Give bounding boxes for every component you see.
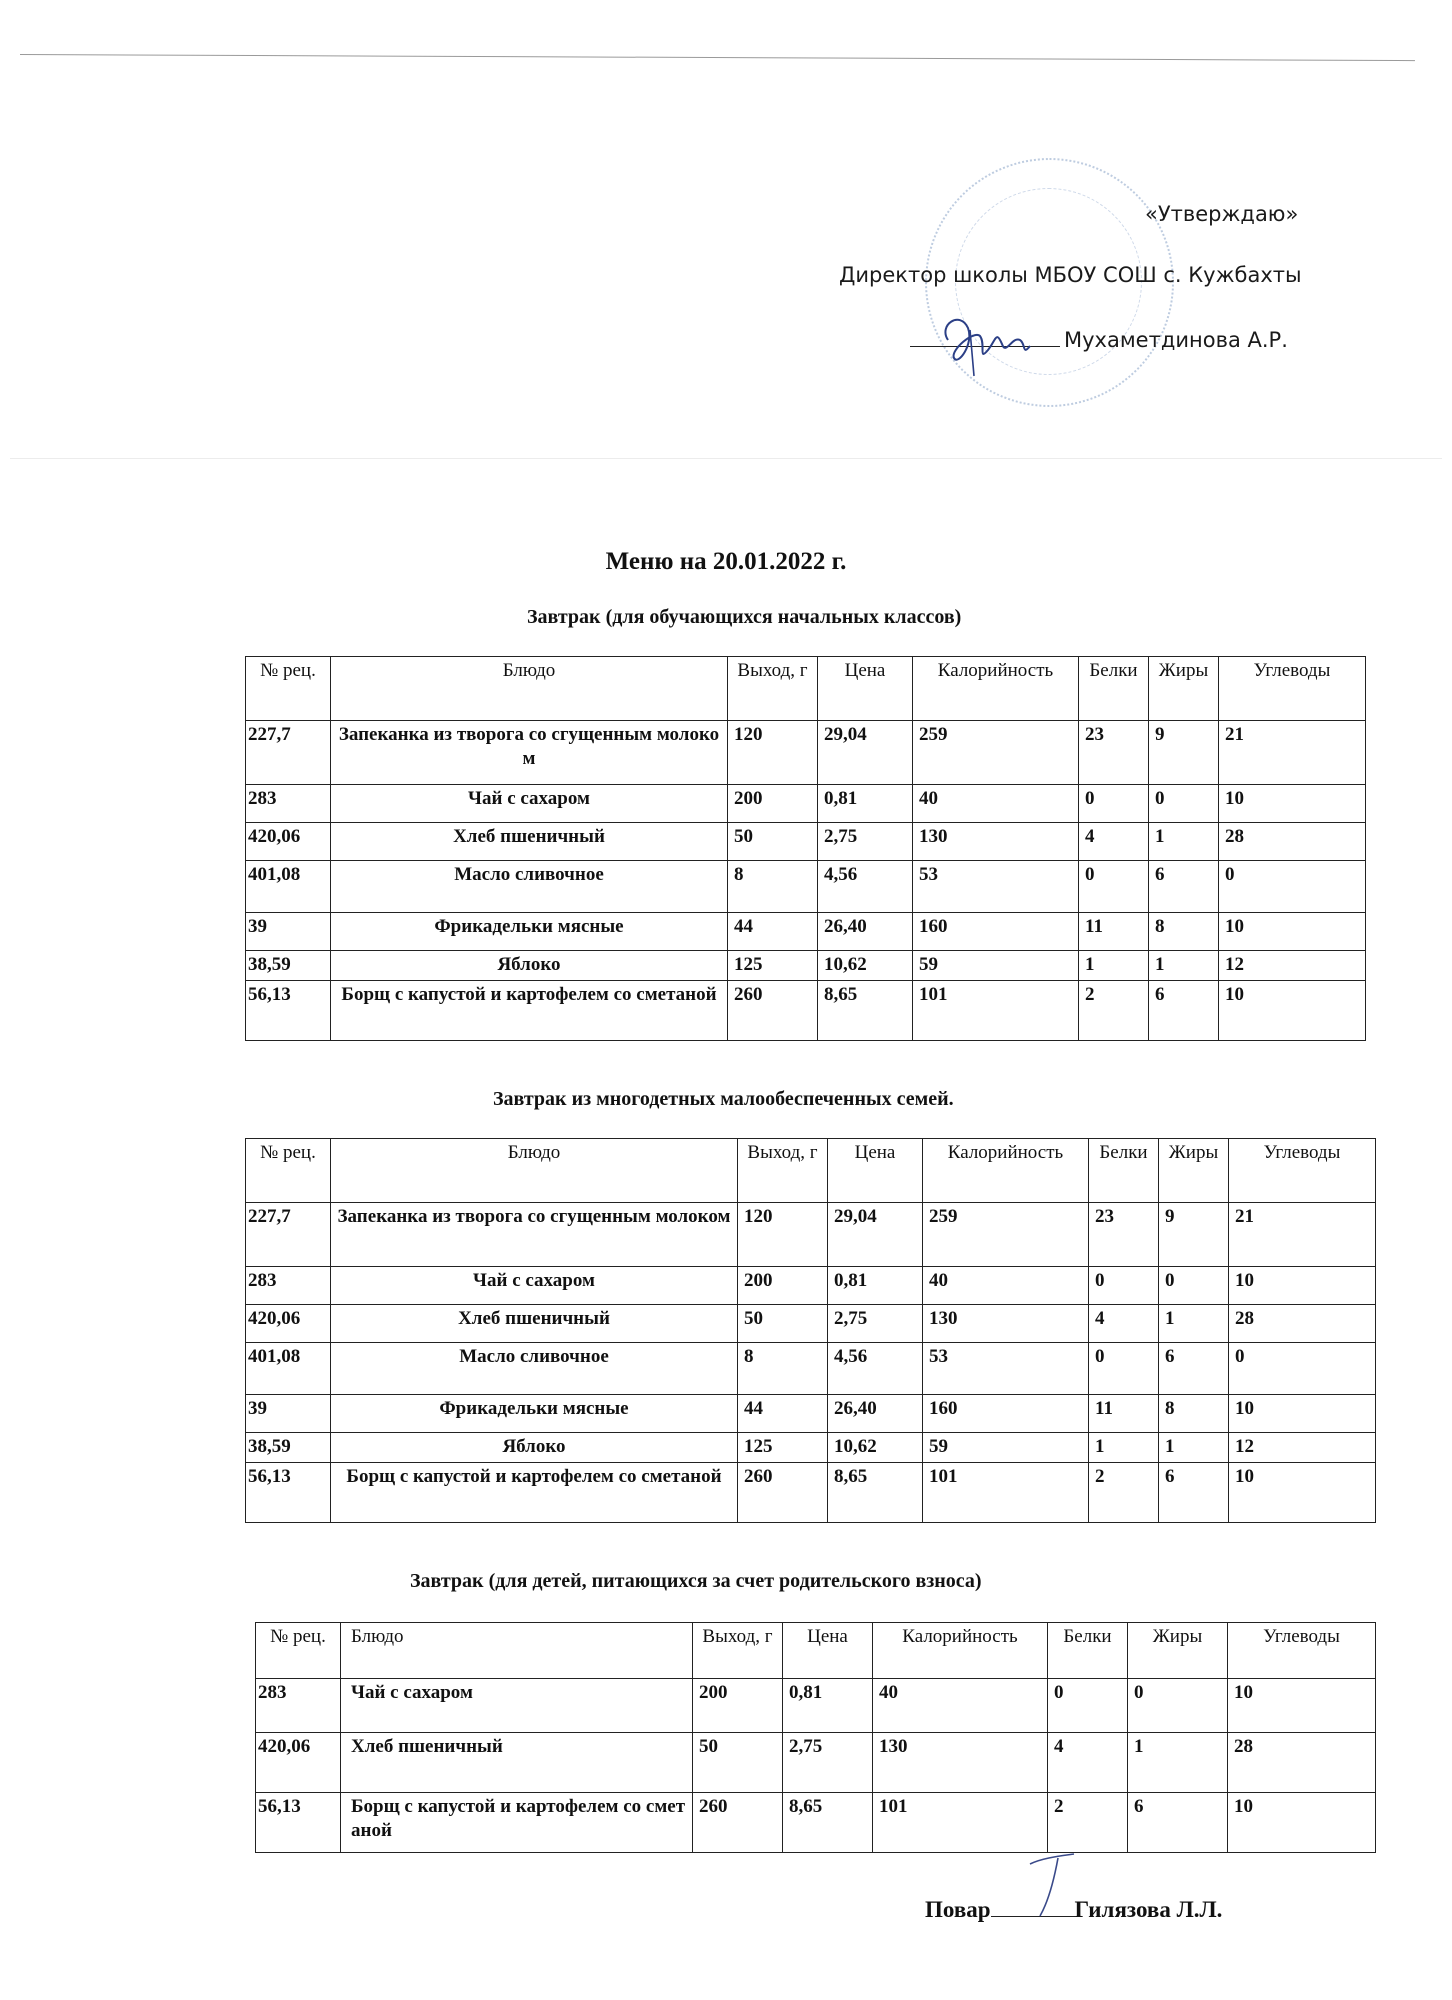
- value-cell: 53: [913, 861, 1079, 913]
- table-row: [246, 1343, 1376, 1395]
- value-cell: 101: [923, 1463, 1089, 1523]
- value-cell: 200: [693, 1679, 783, 1733]
- value-cell: 2: [1089, 1463, 1159, 1523]
- recipe-number-cell: 283: [246, 785, 331, 823]
- recipe-number-cell: 39: [246, 1395, 331, 1433]
- value-cell: 2: [1079, 981, 1149, 1041]
- value-cell: 44: [728, 913, 818, 951]
- value-cell: 8: [738, 1343, 828, 1395]
- value-cell: 21: [1229, 1203, 1376, 1267]
- value-cell: 28: [1229, 1305, 1376, 1343]
- column-header: Блюдо: [331, 1139, 738, 1203]
- value-cell: 130: [923, 1305, 1089, 1343]
- cook-name: Гилязова Л.Л.: [1074, 1897, 1223, 1922]
- table-row: [246, 1267, 1376, 1305]
- value-cell: 40: [913, 785, 1079, 823]
- dish-cell: Фрикадельки мясные: [331, 1395, 738, 1433]
- value-cell: 4: [1089, 1305, 1159, 1343]
- value-cell: 8,65: [828, 1463, 923, 1523]
- table-row: [246, 785, 1366, 823]
- value-cell: 1: [1149, 823, 1219, 861]
- dish-cell: Яблоко: [331, 951, 728, 981]
- column-header: Цена: [818, 657, 913, 721]
- value-cell: 10,62: [818, 951, 913, 981]
- value-cell: 50: [738, 1305, 828, 1343]
- table-row: [246, 1463, 1376, 1523]
- value-cell: 10: [1219, 785, 1366, 823]
- value-cell: 1: [1149, 951, 1219, 981]
- dish-cell: Чай с сахаром: [341, 1679, 693, 1733]
- table-row: [256, 1733, 1376, 1793]
- value-cell: 200: [728, 785, 818, 823]
- value-cell: 101: [913, 981, 1079, 1041]
- value-cell: 8: [1159, 1395, 1229, 1433]
- value-cell: 4,56: [818, 861, 913, 913]
- value-cell: 1: [1159, 1433, 1229, 1463]
- value-cell: 9: [1149, 721, 1219, 785]
- recipe-number-cell: 227,7: [246, 721, 331, 785]
- value-cell: 12: [1229, 1433, 1376, 1463]
- value-cell: 259: [913, 721, 1079, 785]
- value-cell: 11: [1079, 913, 1149, 951]
- value-cell: 120: [738, 1203, 828, 1267]
- value-cell: 29,04: [828, 1203, 923, 1267]
- director-signature: [930, 300, 1050, 380]
- value-cell: 10: [1219, 981, 1366, 1041]
- dish-cell: Борщ с капустой и картофелем со сметаной: [331, 981, 728, 1041]
- dish-cell: Запеканка из творога со сгущенным молоком: [331, 1203, 738, 1267]
- value-cell: 125: [738, 1433, 828, 1463]
- value-cell: 6: [1159, 1343, 1229, 1395]
- value-cell: 4,56: [828, 1343, 923, 1395]
- value-cell: 0: [1048, 1679, 1128, 1733]
- value-cell: 23: [1079, 721, 1149, 785]
- value-cell: 0,81: [783, 1679, 873, 1733]
- table-row: [246, 913, 1366, 951]
- table-header-row: [246, 657, 1366, 721]
- menu-title: Меню на 20.01.2022 г.: [605, 548, 847, 575]
- dish-cell: Масло сливочное: [331, 1343, 738, 1395]
- value-cell: 26,40: [818, 913, 913, 951]
- table-row: [256, 1793, 1376, 1853]
- value-cell: 0: [1079, 785, 1149, 823]
- menu-table-parental-fee: [255, 1622, 1376, 1853]
- table-row: [246, 1395, 1376, 1433]
- value-cell: 8,65: [818, 981, 913, 1041]
- recipe-number-cell: 56,13: [246, 981, 331, 1041]
- dish-cell: Хлеб пшеничный: [331, 1305, 738, 1343]
- value-cell: 0,81: [818, 785, 913, 823]
- value-cell: 1: [1128, 1733, 1228, 1793]
- dish-cell: Фрикадельки мясные: [331, 913, 728, 951]
- recipe-number-cell: 227,7: [246, 1203, 331, 1267]
- dish-cell: Масло сливочное: [331, 861, 728, 913]
- value-cell: 101: [873, 1793, 1048, 1853]
- value-cell: 200: [738, 1267, 828, 1305]
- value-cell: 2,75: [818, 823, 913, 861]
- scan-edge: [10, 458, 1442, 459]
- value-cell: 59: [923, 1433, 1089, 1463]
- column-header: Углеводы: [1219, 657, 1366, 721]
- value-cell: 6: [1159, 1463, 1229, 1523]
- column-header: Белки: [1079, 657, 1149, 721]
- table-row: [246, 1305, 1376, 1343]
- dish-cell: Борщ с капустой и картофелем со сметаной: [341, 1793, 693, 1853]
- column-header: № рец.: [246, 1139, 331, 1203]
- value-cell: 12: [1219, 951, 1366, 981]
- value-cell: 160: [923, 1395, 1089, 1433]
- value-cell: 0: [1219, 861, 1366, 913]
- column-header: Калорийность: [913, 657, 1079, 721]
- table-row: [246, 1433, 1376, 1463]
- value-cell: 2,75: [783, 1733, 873, 1793]
- column-header: Выход, г: [693, 1623, 783, 1679]
- column-header: Выход, г: [728, 657, 818, 721]
- recipe-number-cell: 38,59: [246, 951, 331, 981]
- value-cell: 10: [1229, 1463, 1376, 1523]
- recipe-number-cell: 420,06: [256, 1733, 341, 1793]
- recipe-number-cell: 283: [256, 1679, 341, 1733]
- table-row: [256, 1679, 1376, 1733]
- value-cell: 29,04: [818, 721, 913, 785]
- value-cell: 6: [1149, 981, 1219, 1041]
- dish-cell: Борщ с капустой и картофелем со сметаной: [331, 1463, 738, 1523]
- recipe-number-cell: 420,06: [246, 1305, 331, 1343]
- value-cell: 59: [913, 951, 1079, 981]
- value-cell: 260: [738, 1463, 828, 1523]
- value-cell: 1: [1089, 1433, 1159, 1463]
- column-header: № рец.: [256, 1623, 341, 1679]
- column-header: Цена: [783, 1623, 873, 1679]
- column-header: Цена: [828, 1139, 923, 1203]
- value-cell: 0: [1149, 785, 1219, 823]
- value-cell: 0: [1159, 1267, 1229, 1305]
- value-cell: 9: [1159, 1203, 1229, 1267]
- column-header: Калорийность: [923, 1139, 1089, 1203]
- value-cell: 44: [738, 1395, 828, 1433]
- recipe-number-cell: 38,59: [246, 1433, 331, 1463]
- value-cell: 0: [1229, 1343, 1376, 1395]
- column-header: Белки: [1089, 1139, 1159, 1203]
- top-scan-rule: [20, 54, 1415, 61]
- value-cell: 160: [913, 913, 1079, 951]
- value-cell: 4: [1079, 823, 1149, 861]
- value-cell: 40: [923, 1267, 1089, 1305]
- value-cell: 50: [728, 823, 818, 861]
- recipe-number-cell: 56,13: [246, 1463, 331, 1523]
- dish-cell: Яблоко: [331, 1433, 738, 1463]
- value-cell: 6: [1149, 861, 1219, 913]
- value-cell: 2: [1048, 1793, 1128, 1853]
- value-cell: 53: [923, 1343, 1089, 1395]
- column-header: Выход, г: [738, 1139, 828, 1203]
- value-cell: 0: [1128, 1679, 1228, 1733]
- table-row: [246, 1203, 1376, 1267]
- recipe-number-cell: 39: [246, 913, 331, 951]
- value-cell: 8,65: [783, 1793, 873, 1853]
- value-cell: 11: [1089, 1395, 1159, 1433]
- value-cell: 4: [1048, 1733, 1128, 1793]
- value-cell: 259: [923, 1203, 1089, 1267]
- recipe-number-cell: 283: [246, 1267, 331, 1305]
- table-row: [246, 951, 1366, 981]
- value-cell: 0: [1089, 1267, 1159, 1305]
- approval-position: Директор школы МБОУ СОШ с. Кужбахты: [839, 263, 1302, 287]
- value-cell: 21: [1219, 721, 1366, 785]
- value-cell: 0: [1079, 861, 1149, 913]
- approval-heading: «Утверждаю»: [1145, 202, 1299, 226]
- column-header: Жиры: [1128, 1623, 1228, 1679]
- value-cell: 0: [1089, 1343, 1159, 1395]
- table-row: [246, 823, 1366, 861]
- table-header-row: [256, 1623, 1376, 1679]
- value-cell: 40: [873, 1679, 1048, 1733]
- column-header: Белки: [1048, 1623, 1128, 1679]
- table-row: [246, 981, 1366, 1041]
- section-caption-primary: Завтрак (для обучающихся начальных классов): [527, 606, 962, 628]
- value-cell: 130: [913, 823, 1079, 861]
- dish-cell: Чай с сахаром: [331, 785, 728, 823]
- value-cell: 10: [1219, 913, 1366, 951]
- column-header: № рец.: [246, 657, 331, 721]
- value-cell: 10: [1229, 1395, 1376, 1433]
- column-header: Жиры: [1159, 1139, 1229, 1203]
- value-cell: 260: [728, 981, 818, 1041]
- value-cell: 130: [873, 1733, 1048, 1793]
- value-cell: 8: [1149, 913, 1219, 951]
- value-cell: 10,62: [828, 1433, 923, 1463]
- value-cell: 260: [693, 1793, 783, 1853]
- value-cell: 120: [728, 721, 818, 785]
- value-cell: 23: [1089, 1203, 1159, 1267]
- table-row: [246, 721, 1366, 785]
- cook-signature: [1020, 1850, 1080, 1925]
- value-cell: 1: [1079, 951, 1149, 981]
- value-cell: 28: [1228, 1733, 1376, 1793]
- value-cell: 125: [728, 951, 818, 981]
- dish-cell: Хлеб пшеничный: [331, 823, 728, 861]
- menu-table-large-families: [245, 1138, 1376, 1523]
- column-header: Блюдо: [331, 657, 728, 721]
- recipe-number-cell: 401,08: [246, 861, 331, 913]
- column-header: Калорийность: [873, 1623, 1048, 1679]
- recipe-number-cell: 56,13: [256, 1793, 341, 1853]
- section-caption-large-families: Завтрак из многодетных малообеспеченных семей.: [493, 1088, 954, 1110]
- value-cell: 10: [1228, 1793, 1376, 1853]
- table-row: [246, 861, 1366, 913]
- value-cell: 26,40: [828, 1395, 923, 1433]
- table-header-row: [246, 1139, 1376, 1203]
- dish-cell: Хлеб пшеничный: [341, 1733, 693, 1793]
- value-cell: 6: [1128, 1793, 1228, 1853]
- value-cell: 28: [1219, 823, 1366, 861]
- dish-cell: Запеканка из творога со сгущенным молоком: [331, 721, 728, 785]
- dish-cell: Чай с сахаром: [331, 1267, 738, 1305]
- approval-name: Мухаметдинова А.Р.: [1064, 328, 1288, 352]
- section-caption-parental-fee: Завтрак (для детей, питающихся за счет родительского взноса): [410, 1570, 982, 1592]
- value-cell: 50: [693, 1733, 783, 1793]
- value-cell: 2,75: [828, 1305, 923, 1343]
- value-cell: 0,81: [828, 1267, 923, 1305]
- value-cell: 1: [1159, 1305, 1229, 1343]
- recipe-number-cell: 401,08: [246, 1343, 331, 1395]
- value-cell: 10: [1228, 1679, 1376, 1733]
- value-cell: 8: [728, 861, 818, 913]
- value-cell: 10: [1229, 1267, 1376, 1305]
- column-header: Углеводы: [1229, 1139, 1376, 1203]
- menu-table-primary: [245, 656, 1366, 1041]
- column-header: Углеводы: [1228, 1623, 1376, 1679]
- cook-role: Повар: [925, 1897, 991, 1922]
- recipe-number-cell: 420,06: [246, 823, 331, 861]
- column-header: Жиры: [1149, 657, 1219, 721]
- column-header: Блюдо: [341, 1623, 693, 1679]
